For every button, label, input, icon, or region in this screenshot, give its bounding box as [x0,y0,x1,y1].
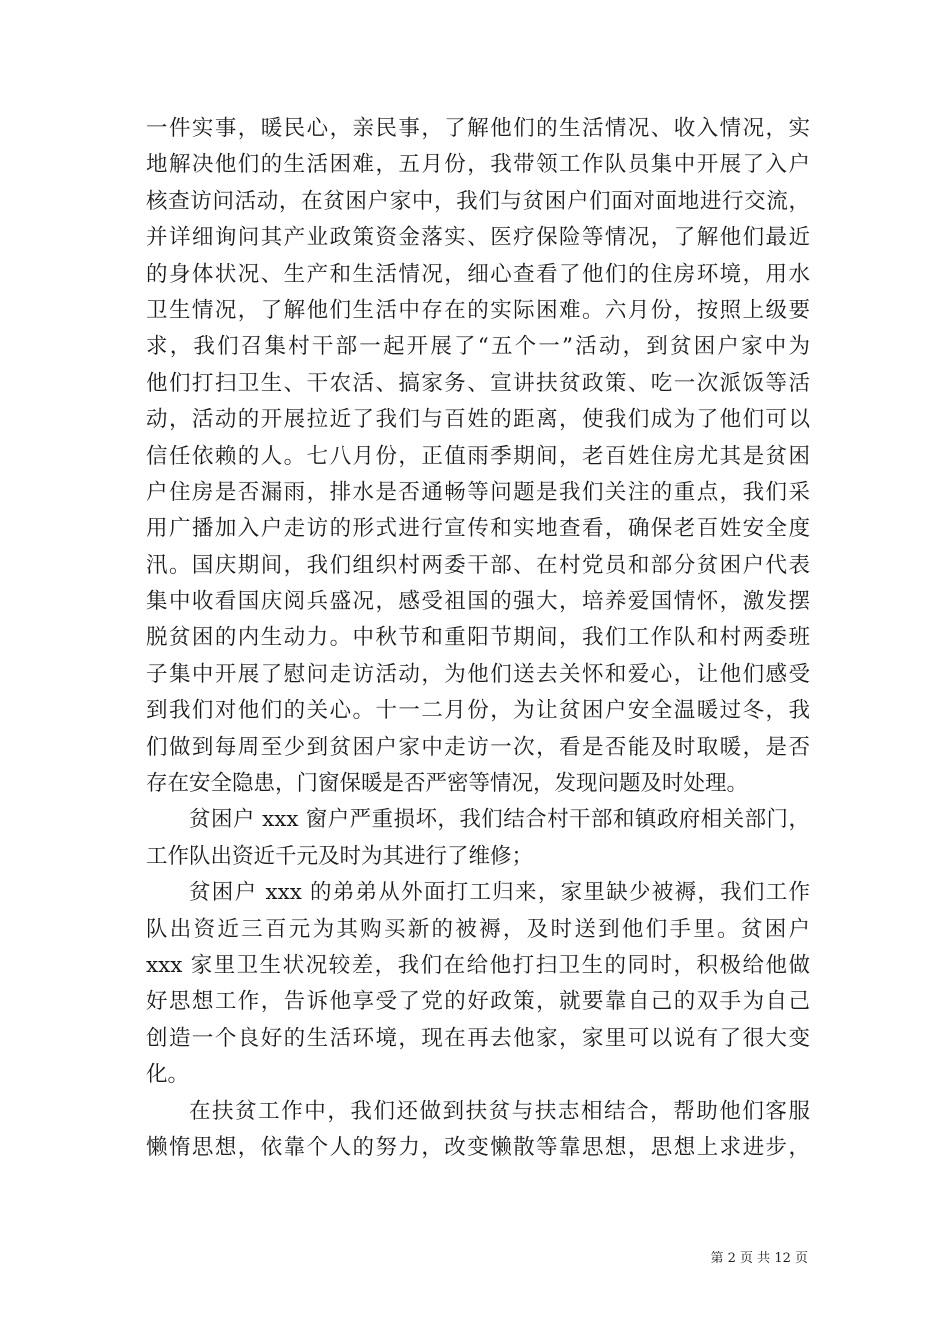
text-line: 核查访问活动，在贫困户家中，我们与贫困户们面对面地进行交流， [146,188,810,214]
text-line: 户住房是否漏雨，排水是否通畅等问题是我们关注的重点，我们采 [146,479,810,505]
document-body [146,111,810,1166]
text-line: 用广播加入户走访的形式进行宣传和实地查看，确保老百姓安全度 [146,516,810,542]
text-line: 在扶贫工作中，我们还做到扶贫与扶志相结合，帮助他们客服 [189,1098,810,1124]
text-line: 的身体状况、生产和生活情况，细心查看了他们的住房环境，用水 [146,261,810,287]
text-line: xxx 家里卫生状况较差，我们在给他打扫卫生的同时，积极给他做 [146,952,810,978]
text-line: 子集中开展了慰问走访活动，为他们送去关怀和爱心，让他们感受 [146,661,810,687]
text-line: 他们打扫卫生、干农活、搞家务、宣讲扶贫政策、吃一次派饭等活 [146,370,810,396]
text-line: 贫困户 xxx 窗户严重损坏，我们结合村干部和镇政府相关部门， [189,807,810,833]
text-line: 贫困户 xxx 的弟弟从外面打工归来，家里缺少被褥，我们工作 [189,880,810,906]
text-line: 一件实事，暖民心，亲民事，了解他们的生活情况、收入情况，实 [146,116,810,141]
paragraph [146,1094,810,1167]
text-line: 汛。国庆期间，我们组织村两委干部、在村党员和部分贫困户代表 [146,552,810,578]
text-line: 脱贫困的内生动力。中秋节和重阳节期间，我们工作队和村两委班 [146,625,810,651]
paragraph [146,802,810,875]
text-line: 工作队出资近千元及时为其进行了维修； [146,843,534,869]
paragraph [146,875,810,1093]
text-line: 集中收看国庆阅兵盛况，感受祖国的强大，培养爱国情怀，激发摆 [146,589,810,615]
text-line: 地解决他们的生活困难，五月份，我带领工作队员集中开展了入户 [146,152,810,178]
text-line: 并详细询问其产业政策资金落实、医疗保险等情况，了解他们最近 [146,225,810,251]
text-line: 卫生情况，了解他们生活中存在的实际困难。六月份，按照上级要 [146,297,810,323]
text-line: 存在安全隐患，门窗保暖是否严密等情况，发现问题及时处理。 [146,771,749,797]
text-line: 们做到每周至少到贫困户家中走访一次，看是否能及时取暖，是否 [146,734,810,760]
text-line: 到我们对他们的关心。十一二月份，为让贫困户安全温暖过冬，我 [146,698,810,724]
text-line: 信任依赖的人。七八月份，正值雨季期间，老百姓住房尤其是贫困 [146,443,810,469]
text-line: 好思想工作，告诉他享受了党的好政策，就要靠自己的双手为自己 [146,989,810,1015]
text-line: 求，我们召集村干部一起开展了“五个一”活动，到贫困户家中为 [146,334,810,360]
text-line: 懒惰思想，依靠个人的努力，改变懒散等靠思想，思想上求进步， [146,1134,810,1160]
text-line: 化。 [146,1062,190,1088]
text-line: 动，活动的开展拉近了我们与百姓的距离，使我们成为了他们可以 [146,407,810,433]
text-line: 创造一个良好的生活环境，现在再去他家，家里可以说有了很大变 [146,1025,810,1051]
text-line: 队出资近三百元为其购买新的被褥，及时送到他们手里。贫困户 [146,916,810,942]
page-number-footer: 第 2 页 共 12 页 [710,1251,808,1266]
paragraph [146,111,810,802]
